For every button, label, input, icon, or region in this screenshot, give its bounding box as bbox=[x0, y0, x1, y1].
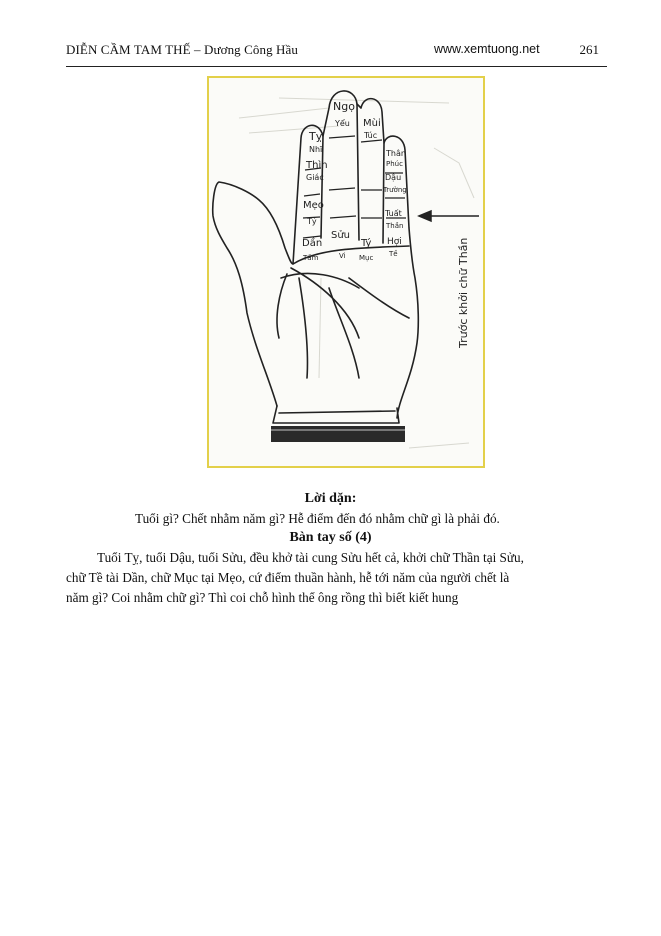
label-te: Tề bbox=[389, 250, 398, 258]
segment-lines bbox=[361, 140, 382, 218]
segment-lines bbox=[329, 136, 356, 218]
label-tuat: Tuất bbox=[385, 209, 402, 218]
paragraph-line-1: Tuổi Tỵ, tuổi Dậu, tuổi Sửu, đều khở tài cung Sửu hết cả, khởi chữ Thần tại Sửu, bbox=[97, 550, 524, 565]
label-thin: Thìn bbox=[306, 160, 328, 171]
label-dan: Dần bbox=[302, 238, 323, 249]
label-suu: Sửu bbox=[331, 230, 351, 241]
label-meo: Mẹo bbox=[303, 200, 324, 211]
label-nhi: Nhĩ bbox=[309, 145, 323, 154]
palm-crease bbox=[329, 288, 359, 378]
palm-crease bbox=[281, 273, 359, 288]
label-muc: Mục bbox=[359, 254, 374, 262]
wrist-band bbox=[271, 426, 405, 442]
wrist-line bbox=[273, 406, 399, 423]
palm-crease bbox=[349, 278, 409, 318]
label-hoi: Hợi bbox=[387, 237, 402, 247]
label-yeu: Yểu bbox=[335, 119, 350, 128]
label-ngo: Ngọ bbox=[333, 100, 355, 113]
page-number: 261 bbox=[579, 42, 599, 57]
palm-crease bbox=[277, 274, 287, 338]
label-than2: Thần bbox=[386, 222, 404, 230]
wrist-band-highlight bbox=[271, 429, 405, 431]
label-ty-top: Tỵ bbox=[309, 130, 323, 143]
advice-text: Tuổi gì? Chết nhằm năm gì? Hễ điểm đến đó nhằm chữ gì là phải đó. bbox=[135, 511, 500, 526]
label-tam: Tấm bbox=[303, 254, 319, 262]
page-header bbox=[66, 40, 607, 67]
wrist-line bbox=[279, 411, 395, 413]
label-mui: Mùi bbox=[363, 118, 381, 129]
caption-advice: Lời dặn: bbox=[304, 491, 357, 506]
arrow-head bbox=[419, 211, 431, 221]
label-dau: Dậu bbox=[385, 173, 402, 182]
label-phuc: Phúc bbox=[386, 160, 403, 168]
paragraph-line-2: chữ Tề tài Dần, chữ Mục tại Mẹo, cứ điểm thuần hành, hễ tới năm của người chết là bbox=[66, 570, 510, 585]
label-than1: Thân bbox=[386, 149, 406, 158]
label-tuc: Túc bbox=[364, 131, 378, 140]
caption-hand-number: Bàn tay số (4) bbox=[289, 530, 372, 545]
label-ty2: Tỷ bbox=[307, 217, 317, 226]
palm-figure bbox=[207, 76, 485, 468]
book-title: DIỄN CẦM TAM THẾ – Dương Công Hầu bbox=[66, 42, 298, 57]
faded-trace bbox=[319, 278, 321, 378]
website-url[interactable]: www.xemtuong.net bbox=[434, 42, 540, 56]
label-vi: Vi bbox=[339, 252, 346, 260]
label-ty3: Tý bbox=[361, 238, 372, 249]
label-giac: Giác bbox=[306, 173, 324, 182]
faded-trace bbox=[434, 148, 474, 198]
label-truong: Trường bbox=[383, 186, 407, 194]
palm-drawing bbox=[209, 78, 483, 466]
palm-crease bbox=[299, 278, 307, 378]
faded-trace bbox=[409, 443, 469, 448]
finger-edge bbox=[357, 104, 359, 240]
paragraph-line-3: năm gì? Coi nhằm chữ gì? Thì coi chỗ hình thể ông rồng thì biết kiết hung bbox=[66, 590, 459, 605]
side-note: Trước khởi chữ Thần bbox=[457, 237, 470, 348]
